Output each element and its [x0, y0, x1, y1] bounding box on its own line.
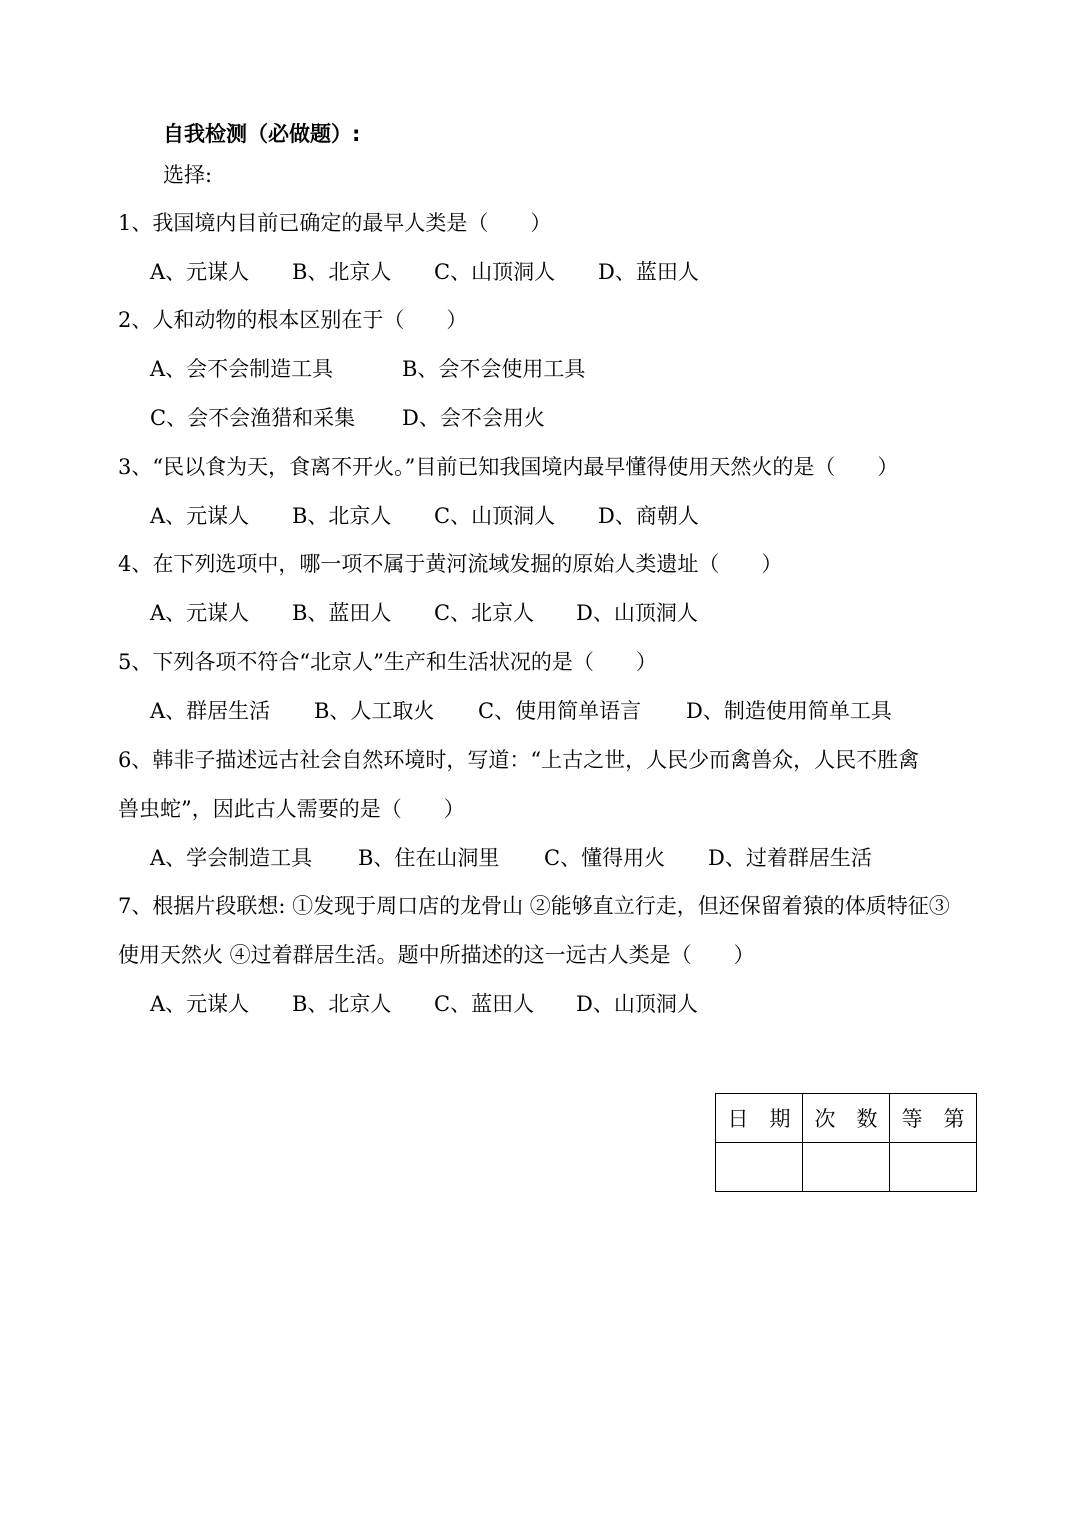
grade-table-header-row	[716, 1094, 977, 1143]
q4-option-b: B、蓝田人	[292, 601, 392, 625]
grade-header-count: 次 数	[803, 1094, 890, 1143]
grade-cell-count[interactable]	[803, 1143, 890, 1192]
q4-option-a: A、元谋人	[150, 601, 250, 625]
q1-option-a: A、元谋人	[150, 260, 250, 284]
self-check-heading: 自我检测（必做题）:	[163, 122, 361, 146]
question-6-stem-line-1: 6、韩非子描述远古社会自然环境时，写道：“上古之世，人民少而禽兽众，人民不胜禽	[118, 748, 920, 772]
grade-header-grade: 等 第	[890, 1094, 977, 1143]
q5-option-d: D、制造使用简单工具	[686, 699, 892, 723]
q2-option-d: D、会不会用火	[402, 406, 545, 430]
q3-option-a: A、元谋人	[150, 504, 250, 528]
q6-option-d: D、过着群居生活	[708, 846, 872, 870]
question-7-stem-line-1: 7、根据片段联想: ①发现于周口店的龙骨山 ②能够直立行走，但还保留着猿的体质特征③	[118, 894, 950, 918]
question-2-stem: 2、人和动物的根本区别在于（ ）	[118, 308, 468, 332]
q6-option-b: B、住在山洞里	[358, 846, 500, 870]
q1-option-d: D、蓝田人	[598, 260, 699, 284]
question-3-stem: 3、“民以食为天，食离不开火。”目前已知我国境内最早懂得使用天然火的是（ ）	[118, 455, 899, 479]
q6-option-a: A、学会制造工具	[150, 846, 313, 870]
q1-option-c: C、山顶洞人	[434, 260, 556, 284]
q4-option-c: C、北京人	[434, 601, 535, 625]
grade-header-date: 日 期	[716, 1094, 803, 1143]
section-label: 选择:	[163, 163, 213, 187]
q7-option-c: C、蓝田人	[434, 992, 535, 1016]
grade-table-entry-row	[716, 1143, 977, 1192]
q4-option-d: D、山顶洞人	[576, 601, 698, 625]
q6-option-c: C、懂得用火	[544, 846, 666, 870]
grade-table	[715, 1093, 977, 1192]
q3-option-c: C、山顶洞人	[434, 504, 556, 528]
question-6-stem-line-2: 兽虫蛇”，因此古人需要的是（ ）	[118, 797, 465, 821]
q7-option-d: D、山顶洞人	[576, 992, 698, 1016]
grade-cell-date[interactable]	[716, 1143, 803, 1192]
grade-cell-grade[interactable]	[890, 1143, 977, 1192]
q5-option-a: A、群居生活	[150, 699, 271, 723]
q3-option-b: B、北京人	[292, 504, 392, 528]
q7-option-a: A、元谋人	[150, 992, 250, 1016]
q5-option-b: B、人工取火	[314, 699, 435, 723]
question-5-stem: 5、下列各项不符合“北京人”生产和生活状况的是（ ）	[118, 650, 657, 674]
q2-option-b: B、会不会使用工具	[402, 357, 586, 381]
question-7-stem-line-2: 使用天然火 ④过着群居生活。题中所描述的这一远古人类是（ ）	[118, 943, 755, 967]
q2-option-c: C、会不会渔猎和采集	[150, 406, 356, 430]
q5-option-c: C、使用简单语言	[478, 699, 642, 723]
q2-option-a: A、会不会制造工具	[150, 357, 334, 381]
q7-option-b: B、北京人	[292, 992, 392, 1016]
q1-option-b: B、北京人	[292, 260, 392, 284]
question-1-stem: 1、我国境内目前已确定的最早人类是（ ）	[118, 211, 552, 235]
q3-option-d: D、商朝人	[598, 504, 699, 528]
question-4-stem: 4、在下列选项中，哪一项不属于黄河流域发掘的原始人类遗址（ ）	[118, 552, 783, 576]
